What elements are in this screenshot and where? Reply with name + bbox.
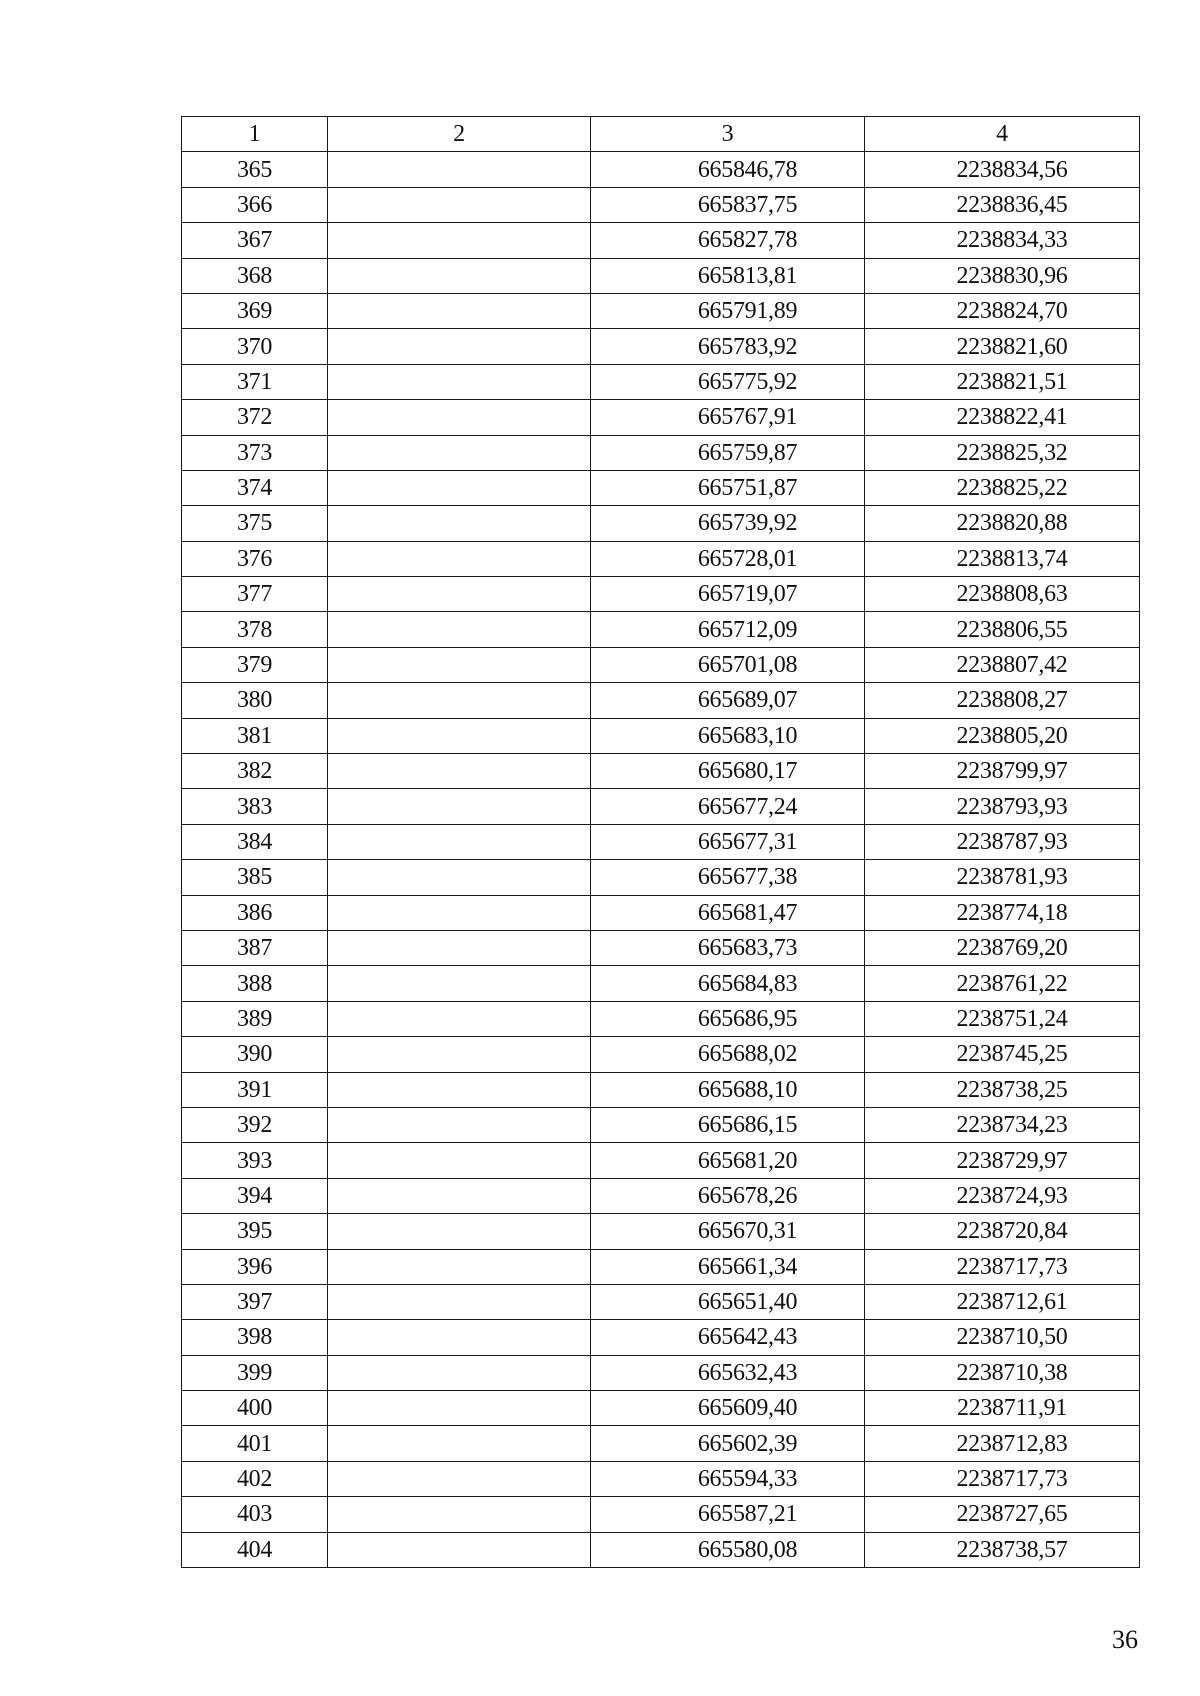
empty-cell	[328, 1178, 591, 1213]
coordinate-x-cell: 665683,73	[591, 930, 865, 965]
coordinates-table	[181, 116, 1140, 1568]
table-row	[182, 1284, 1140, 1319]
coordinate-y-cell: 2238717,73	[865, 1249, 1140, 1284]
empty-cell	[328, 152, 591, 187]
coordinate-y-cell: 2238821,60	[865, 329, 1140, 364]
table-row	[182, 1178, 1140, 1213]
empty-cell	[328, 754, 591, 789]
coordinate-x-cell: 665677,38	[591, 860, 865, 895]
page-number: 36	[1112, 1625, 1138, 1654]
coordinate-y-cell: 2238745,25	[865, 1037, 1140, 1072]
empty-cell	[328, 1532, 591, 1567]
point-number-cell: 375	[182, 506, 328, 541]
coordinate-x-cell: 665681,20	[591, 1143, 865, 1178]
point-number-cell: 382	[182, 754, 328, 789]
empty-cell	[328, 506, 591, 541]
empty-cell	[328, 1072, 591, 1107]
column-header-2: 2	[328, 117, 591, 152]
coordinate-y-cell: 2238724,93	[865, 1178, 1140, 1213]
table-row	[182, 647, 1140, 682]
column-header-1: 1	[182, 117, 328, 152]
point-number-cell: 402	[182, 1461, 328, 1496]
table-row	[182, 470, 1140, 505]
coordinate-x-cell: 665813,81	[591, 258, 865, 293]
table-row	[182, 824, 1140, 859]
coordinate-x-cell: 665837,75	[591, 187, 865, 222]
coordinate-y-cell: 2238836,45	[865, 187, 1140, 222]
table-row	[182, 718, 1140, 753]
table-header	[182, 117, 1140, 152]
point-number-cell: 372	[182, 400, 328, 435]
empty-cell	[328, 258, 591, 293]
point-number-cell: 386	[182, 895, 328, 930]
empty-cell	[328, 1391, 591, 1426]
table-body	[182, 152, 1140, 1568]
point-number-cell: 377	[182, 577, 328, 612]
table-row	[182, 1391, 1140, 1426]
empty-cell	[328, 541, 591, 576]
coordinate-x-cell: 665739,92	[591, 506, 865, 541]
coordinate-y-cell: 2238830,96	[865, 258, 1140, 293]
coordinate-x-cell: 665846,78	[591, 152, 865, 187]
table-row	[182, 1426, 1140, 1461]
coordinate-x-cell: 665681,47	[591, 895, 865, 930]
coordinate-y-cell: 2238808,27	[865, 683, 1140, 718]
table-row	[182, 789, 1140, 824]
coordinate-x-cell: 665728,01	[591, 541, 865, 576]
point-number-cell: 403	[182, 1497, 328, 1532]
point-number-cell: 389	[182, 1001, 328, 1036]
coordinate-x-cell: 665684,83	[591, 966, 865, 1001]
coordinate-y-cell: 2238807,42	[865, 647, 1140, 682]
coordinate-x-cell: 665686,15	[591, 1107, 865, 1142]
point-number-cell: 392	[182, 1107, 328, 1142]
table-row	[182, 895, 1140, 930]
empty-cell	[328, 223, 591, 258]
point-number-cell: 379	[182, 647, 328, 682]
empty-cell	[328, 187, 591, 222]
point-number-cell: 385	[182, 860, 328, 895]
empty-cell	[328, 1249, 591, 1284]
point-number-cell: 366	[182, 187, 328, 222]
coordinate-y-cell: 2238738,25	[865, 1072, 1140, 1107]
coordinate-x-cell: 665688,10	[591, 1072, 865, 1107]
coordinate-x-cell: 665791,89	[591, 293, 865, 328]
coordinate-x-cell: 665775,92	[591, 364, 865, 399]
empty-cell	[328, 1320, 591, 1355]
table-row	[182, 400, 1140, 435]
coordinate-x-cell: 665587,21	[591, 1497, 865, 1532]
coordinate-y-cell: 2238781,93	[865, 860, 1140, 895]
coordinate-x-cell: 665609,40	[591, 1391, 865, 1426]
point-number-cell: 388	[182, 966, 328, 1001]
point-number-cell: 390	[182, 1037, 328, 1072]
coordinate-x-cell: 665689,07	[591, 683, 865, 718]
coordinate-y-cell: 2238822,41	[865, 400, 1140, 435]
point-number-cell: 371	[182, 364, 328, 399]
empty-cell	[328, 470, 591, 505]
point-number-cell: 400	[182, 1391, 328, 1426]
coordinate-x-cell: 665602,39	[591, 1426, 865, 1461]
coordinate-y-cell: 2238738,57	[865, 1532, 1140, 1567]
coordinate-x-cell: 665686,95	[591, 1001, 865, 1036]
empty-cell	[328, 1426, 591, 1461]
empty-cell	[328, 1001, 591, 1036]
point-number-cell: 376	[182, 541, 328, 576]
coordinate-y-cell: 2238834,33	[865, 223, 1140, 258]
empty-cell	[328, 612, 591, 647]
table-row	[182, 1355, 1140, 1390]
table-row	[182, 1107, 1140, 1142]
coordinate-x-cell: 665642,43	[591, 1320, 865, 1355]
coordinate-y-cell: 2238712,61	[865, 1284, 1140, 1319]
coordinate-y-cell: 2238729,97	[865, 1143, 1140, 1178]
point-number-cell: 395	[182, 1214, 328, 1249]
table-row	[182, 1461, 1140, 1496]
table-row	[182, 930, 1140, 965]
coordinate-y-cell: 2238806,55	[865, 612, 1140, 647]
coordinate-x-cell: 665701,08	[591, 647, 865, 682]
table-row	[182, 1532, 1140, 1567]
empty-cell	[328, 1143, 591, 1178]
table-row	[182, 966, 1140, 1001]
coordinate-x-cell: 665712,09	[591, 612, 865, 647]
coordinate-y-cell: 2238799,97	[865, 754, 1140, 789]
point-number-cell: 380	[182, 683, 328, 718]
point-number-cell: 381	[182, 718, 328, 753]
coordinate-x-cell: 665651,40	[591, 1284, 865, 1319]
empty-cell	[328, 860, 591, 895]
point-number-cell: 365	[182, 152, 328, 187]
coordinate-y-cell: 2238834,56	[865, 152, 1140, 187]
coordinate-y-cell: 2238821,51	[865, 364, 1140, 399]
table-row	[182, 1320, 1140, 1355]
coordinate-y-cell: 2238769,20	[865, 930, 1140, 965]
table-row	[182, 223, 1140, 258]
header-row	[182, 117, 1140, 152]
table-row	[182, 754, 1140, 789]
empty-cell	[328, 435, 591, 470]
table-row	[182, 541, 1140, 576]
table-row	[182, 1214, 1140, 1249]
coordinate-y-cell: 2238808,63	[865, 577, 1140, 612]
coordinate-x-cell: 665719,07	[591, 577, 865, 612]
coordinate-y-cell: 2238805,20	[865, 718, 1140, 753]
table-row	[182, 329, 1140, 364]
point-number-cell: 373	[182, 435, 328, 470]
coordinate-x-cell: 665678,26	[591, 1178, 865, 1213]
table-row	[182, 1497, 1140, 1532]
empty-cell	[328, 683, 591, 718]
point-number-cell: 368	[182, 258, 328, 293]
coordinate-y-cell: 2238711,91	[865, 1391, 1140, 1426]
point-number-cell: 369	[182, 293, 328, 328]
table-row	[182, 1001, 1140, 1036]
coordinate-x-cell: 665677,31	[591, 824, 865, 859]
table-row	[182, 258, 1140, 293]
point-number-cell: 401	[182, 1426, 328, 1461]
point-number-cell: 394	[182, 1178, 328, 1213]
coordinate-x-cell: 665661,34	[591, 1249, 865, 1284]
coordinate-y-cell: 2238734,23	[865, 1107, 1140, 1142]
table-row	[182, 1072, 1140, 1107]
empty-cell	[328, 824, 591, 859]
empty-cell	[328, 400, 591, 435]
table-row	[182, 860, 1140, 895]
point-number-cell: 383	[182, 789, 328, 824]
point-number-cell: 384	[182, 824, 328, 859]
empty-cell	[328, 1497, 591, 1532]
coordinate-x-cell: 665767,91	[591, 400, 865, 435]
empty-cell	[328, 895, 591, 930]
empty-cell	[328, 293, 591, 328]
coordinate-x-cell: 665680,17	[591, 754, 865, 789]
coordinate-x-cell: 665632,43	[591, 1355, 865, 1390]
empty-cell	[328, 364, 591, 399]
point-number-cell: 378	[182, 612, 328, 647]
point-number-cell: 374	[182, 470, 328, 505]
coordinate-y-cell: 2238761,22	[865, 966, 1140, 1001]
coordinate-x-cell: 665670,31	[591, 1214, 865, 1249]
coordinate-x-cell: 665688,02	[591, 1037, 865, 1072]
empty-cell	[328, 789, 591, 824]
column-header-4: 4	[865, 117, 1140, 152]
empty-cell	[328, 1461, 591, 1496]
table-row	[182, 293, 1140, 328]
coordinate-y-cell: 2238751,24	[865, 1001, 1140, 1036]
empty-cell	[328, 1355, 591, 1390]
table-row	[182, 152, 1140, 187]
empty-cell	[328, 718, 591, 753]
table-row	[182, 506, 1140, 541]
coordinate-x-cell: 665683,10	[591, 718, 865, 753]
point-number-cell: 404	[182, 1532, 328, 1567]
coordinate-y-cell: 2238813,74	[865, 541, 1140, 576]
coordinate-y-cell: 2238825,32	[865, 435, 1140, 470]
coordinate-y-cell: 2238710,38	[865, 1355, 1140, 1390]
empty-cell	[328, 577, 591, 612]
coordinate-y-cell: 2238720,84	[865, 1214, 1140, 1249]
coordinate-x-cell: 665783,92	[591, 329, 865, 364]
coordinate-x-cell: 665827,78	[591, 223, 865, 258]
coordinate-y-cell: 2238717,73	[865, 1461, 1140, 1496]
point-number-cell: 391	[182, 1072, 328, 1107]
empty-cell	[328, 1214, 591, 1249]
coordinate-y-cell: 2238774,18	[865, 895, 1140, 930]
coordinate-y-cell: 2238712,83	[865, 1426, 1140, 1461]
table-row	[182, 1143, 1140, 1178]
coordinate-x-cell: 665580,08	[591, 1532, 865, 1567]
coordinate-y-cell: 2238710,50	[865, 1320, 1140, 1355]
empty-cell	[328, 647, 591, 682]
empty-cell	[328, 1037, 591, 1072]
point-number-cell: 393	[182, 1143, 328, 1178]
coordinate-y-cell: 2238787,93	[865, 824, 1140, 859]
point-number-cell: 397	[182, 1284, 328, 1319]
table-row	[182, 612, 1140, 647]
coordinate-y-cell: 2238824,70	[865, 293, 1140, 328]
empty-cell	[328, 930, 591, 965]
coordinate-y-cell: 2238727,65	[865, 1497, 1140, 1532]
coordinate-y-cell: 2238793,93	[865, 789, 1140, 824]
empty-cell	[328, 1284, 591, 1319]
coordinate-y-cell: 2238820,88	[865, 506, 1140, 541]
point-number-cell: 387	[182, 930, 328, 965]
coordinate-x-cell: 665751,87	[591, 470, 865, 505]
empty-cell	[328, 1107, 591, 1142]
point-number-cell: 370	[182, 329, 328, 364]
table-row	[182, 1249, 1140, 1284]
column-header-3: 3	[591, 117, 865, 152]
table-row	[182, 364, 1140, 399]
coordinate-x-cell: 665677,24	[591, 789, 865, 824]
coordinate-y-cell: 2238825,22	[865, 470, 1140, 505]
coordinate-x-cell: 665759,87	[591, 435, 865, 470]
table-row	[182, 1037, 1140, 1072]
table-row	[182, 435, 1140, 470]
coordinate-x-cell: 665594,33	[591, 1461, 865, 1496]
point-number-cell: 399	[182, 1355, 328, 1390]
point-number-cell: 398	[182, 1320, 328, 1355]
empty-cell	[328, 329, 591, 364]
table-row	[182, 683, 1140, 718]
point-number-cell: 396	[182, 1249, 328, 1284]
point-number-cell: 367	[182, 223, 328, 258]
empty-cell	[328, 966, 591, 1001]
table-row	[182, 187, 1140, 222]
table-row	[182, 577, 1140, 612]
